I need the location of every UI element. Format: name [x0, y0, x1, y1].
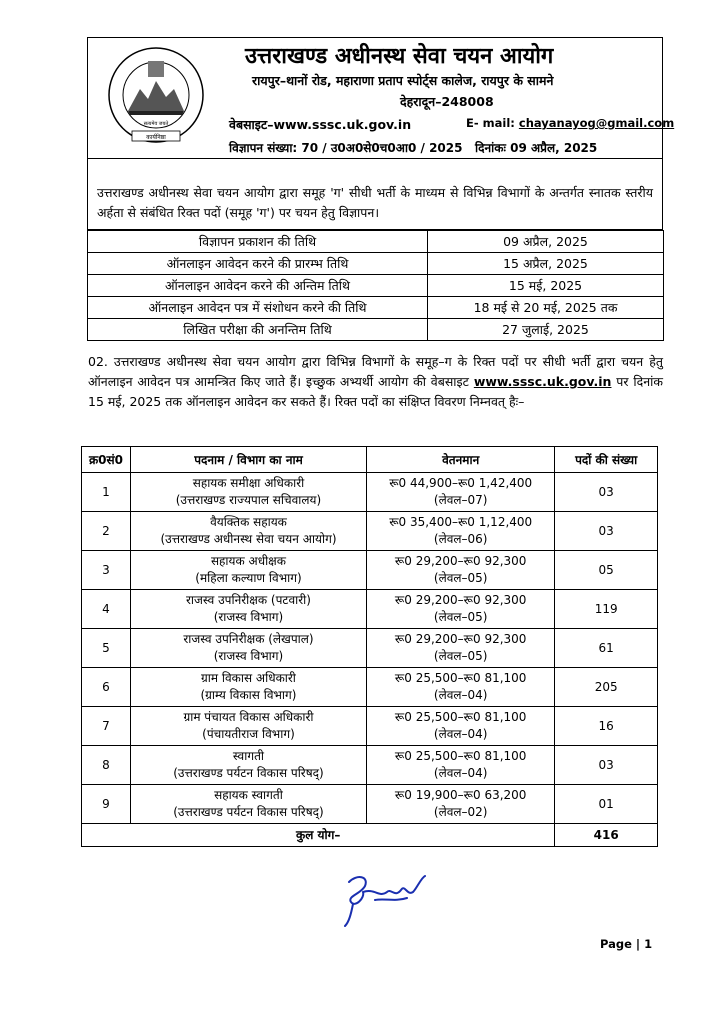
post-name: ग्राम पंचायत विकास अधिकारी [183, 710, 314, 724]
table-row [82, 512, 658, 551]
date-value: 15 मई, 2025 [428, 275, 664, 297]
row-count: 16 [555, 707, 658, 746]
post-dept: (महिला कल्याण विभाग) [195, 571, 302, 585]
advertisement-number [229, 139, 597, 156]
row-sn: 1 [82, 473, 131, 512]
row-post [130, 629, 366, 668]
signature [335, 868, 445, 928]
address-line: रायपुर–थानों रोड, महाराणा प्रताप स्पोर्ट्स कालेज, रायपुर के सामने [252, 73, 554, 88]
table-row [88, 231, 664, 253]
col-header-pay: वेतनमान [367, 447, 555, 473]
para-number: 02. [88, 354, 108, 369]
pay-level: (लेवल–06) [433, 532, 488, 546]
row-count: 61 [555, 629, 658, 668]
email-line[interactable] [466, 116, 674, 130]
pay-level: (लेवल–05) [433, 610, 488, 624]
post-name: वैयक्तिक सहायक [210, 515, 287, 529]
pay-range: रू0 25,500–रू0 81,100 [394, 710, 527, 724]
row-sn: 2 [82, 512, 131, 551]
pay-level: (लेवल–04) [433, 727, 488, 741]
pay-level: (लेवल–07) [433, 493, 488, 507]
row-pay [367, 590, 555, 629]
total-label: कुल योग– [82, 824, 555, 847]
row-count: 01 [555, 785, 658, 824]
row-sn: 4 [82, 590, 131, 629]
date-value: 18 मई से 20 मई, 2025 तक [428, 297, 664, 319]
pay-range: रू0 19,900–रू0 63,200 [394, 788, 527, 802]
adv-date: दिनांकः 09 अप्रैल, 2025 [475, 141, 598, 155]
row-sn: 6 [82, 668, 131, 707]
date-value: 09 अप्रैल, 2025 [428, 231, 664, 253]
date-label: ऑनलाइन आवेदन करने की प्रारम्भ तिथि [88, 253, 428, 275]
page-number: Page | 1 [600, 937, 653, 951]
row-post [130, 512, 366, 551]
table-row [82, 590, 658, 629]
row-pay [367, 512, 555, 551]
row-pay [367, 629, 555, 668]
table-row [88, 253, 664, 275]
post-dept: (उत्तराखण्ड अधीनस्थ सेवा चयन आयोग) [160, 532, 337, 546]
website-link[interactable]: www.sssc.uk.gov.in [473, 374, 612, 389]
date-value: 15 अप्रैल, 2025 [428, 253, 664, 275]
post-name: सहायक अधीक्षक [210, 554, 286, 568]
date-label: ऑनलाइन आवेदन पत्र में संशोधन करने की तिथि [88, 297, 428, 319]
table-row [82, 746, 658, 785]
pay-range: रू0 29,200–रू0 92,300 [394, 593, 527, 607]
email-label: E- mail: [466, 116, 519, 130]
table-row [82, 707, 658, 746]
city-line: देहरादून–248008 [400, 94, 494, 109]
date-value: 27 जुलाई, 2025 [428, 319, 664, 341]
row-count: 205 [555, 668, 658, 707]
page-title: उत्तराखण्ड अधीनस्थ सेवा चयन आयोग [245, 44, 554, 69]
col-header-count: पदों की संख्या [555, 447, 658, 473]
post-name: राजस्व उपनिरीक्षक (लेखपाल) [183, 632, 314, 646]
pay-range: रू0 35,400–रू0 1,12,400 [389, 515, 533, 529]
adv-no: विज्ञापन संख्या: 70 / उ0अ0से0च0आ0 / 2025 [229, 141, 463, 155]
row-sn: 3 [82, 551, 131, 590]
row-post [130, 785, 366, 824]
date-label: लिखित परीक्षा की अनन्तिम तिथि [88, 319, 428, 341]
row-sn: 8 [82, 746, 131, 785]
svg-text:कार्यनिष्ठा: कार्यनिष्ठा [146, 134, 166, 141]
date-label: विज्ञापन प्रकाशन की तिथि [88, 231, 428, 253]
post-name: राजस्व उपनिरीक्षक (पटवारी) [186, 593, 311, 607]
post-dept: (राजस्व विभाग) [213, 610, 284, 624]
post-dept: (उत्तराखण्ड राज्यपाल सचिवालय) [175, 493, 322, 507]
post-name: ग्राम विकास अधिकारी [201, 671, 296, 685]
pay-range: रू0 25,500–रू0 81,100 [394, 749, 527, 763]
website-line[interactable]: वेबसाइट–www.sssc.uk.gov.in [229, 117, 412, 132]
svg-text:सत्यमेव जयते: सत्यमेव जयते [143, 121, 169, 127]
row-pay [367, 746, 555, 785]
row-count: 05 [555, 551, 658, 590]
posts-table [81, 446, 658, 847]
table-row [88, 319, 664, 341]
pay-level: (लेवल–02) [433, 805, 488, 819]
para-text-1: उत्तराखण्ड अधीनस्थ सेवा चयन आयोग द्वारा विभिन्न विभागों के समूह–ग के रिक्त पदों पर सीधी भर्ती द्वारा चयन हेतु ऑनलाइन आवेदन पत्र आमन्त्रित किए जाते हैं। इच्छुक अभ्यर्थी आयोग की वेबसाइट [88, 354, 663, 389]
col-header-post: पदनाम / विभाग का नाम [130, 447, 366, 473]
row-pay [367, 668, 555, 707]
col-header-sn: क्र0सं0 [82, 447, 131, 473]
pay-range: रू0 25,500–रू0 81,100 [394, 671, 527, 685]
pay-range: रू0 29,200–रू0 92,300 [394, 632, 527, 646]
row-sn: 9 [82, 785, 131, 824]
para-text-2: पर दिनांक 15 मई, 2025 तक ऑनलाइन आवेदन कर सकते हैं। रिक्त पदों का संक्षिप्त विवरण निम्नवत् हैः– [88, 374, 663, 409]
row-pay [367, 707, 555, 746]
row-count: 03 [555, 473, 658, 512]
row-pay [367, 473, 555, 512]
row-post [130, 590, 366, 629]
row-post [130, 746, 366, 785]
post-name: स्वागती [232, 749, 265, 763]
paragraph-02 [88, 352, 663, 412]
row-post [130, 551, 366, 590]
table-row [88, 275, 664, 297]
row-count: 119 [555, 590, 658, 629]
pay-range: रू0 44,900–रू0 1,42,400 [389, 476, 533, 490]
row-count: 03 [555, 746, 658, 785]
intro-text: उत्तराखण्ड अधीनस्थ सेवा चयन आयोग द्वारा समूह 'ग' सीधी भर्ती के माध्यम से विभिन्न विभागों के अन्तर्गत स्नातक स्तरीय अर्हता से संबंधित रिक्त पदों (समूह 'ग') पर चयन हेतु विज्ञापन। [97, 185, 653, 220]
table-row [82, 668, 658, 707]
table-row [82, 473, 658, 512]
table-row [82, 629, 658, 668]
post-dept: (उत्तराखण्ड पर्यटन विकास परिषद्) [173, 766, 324, 780]
table-row [82, 785, 658, 824]
post-name: सहायक समीक्षा अधिकारी [192, 476, 305, 490]
dates-table [87, 230, 664, 341]
row-pay [367, 551, 555, 590]
post-name: सहायक स्वागती [214, 788, 283, 802]
row-post [130, 473, 366, 512]
post-dept: (पंचायतीराज विभाग) [202, 727, 295, 741]
table-header-row [82, 447, 658, 473]
table-row [82, 551, 658, 590]
date-label: ऑनलाइन आवेदन करने की अन्तिम तिथि [88, 275, 428, 297]
row-post [130, 707, 366, 746]
row-post [130, 668, 366, 707]
post-dept: (ग्राम्य विकास विभाग) [200, 688, 297, 702]
table-row [88, 297, 664, 319]
row-count: 03 [555, 512, 658, 551]
pay-level: (लेवल–05) [433, 571, 488, 585]
total-value: 416 [555, 824, 658, 847]
post-dept: (उत्तराखण्ड पर्यटन विकास परिषद्) [173, 805, 324, 819]
pay-level: (लेवल–05) [433, 649, 488, 663]
email-link[interactable]: chayanayog@gmail.com [518, 116, 675, 130]
commission-logo [98, 45, 214, 145]
pay-level: (लेवल–04) [433, 688, 488, 702]
pay-level: (लेवल–04) [433, 766, 488, 780]
pay-range: रू0 29,200–रू0 92,300 [394, 554, 527, 568]
post-dept: (राजस्व विभाग) [213, 649, 284, 663]
table-total-row [82, 824, 658, 847]
row-sn: 7 [82, 707, 131, 746]
row-sn: 5 [82, 629, 131, 668]
row-pay [367, 785, 555, 824]
